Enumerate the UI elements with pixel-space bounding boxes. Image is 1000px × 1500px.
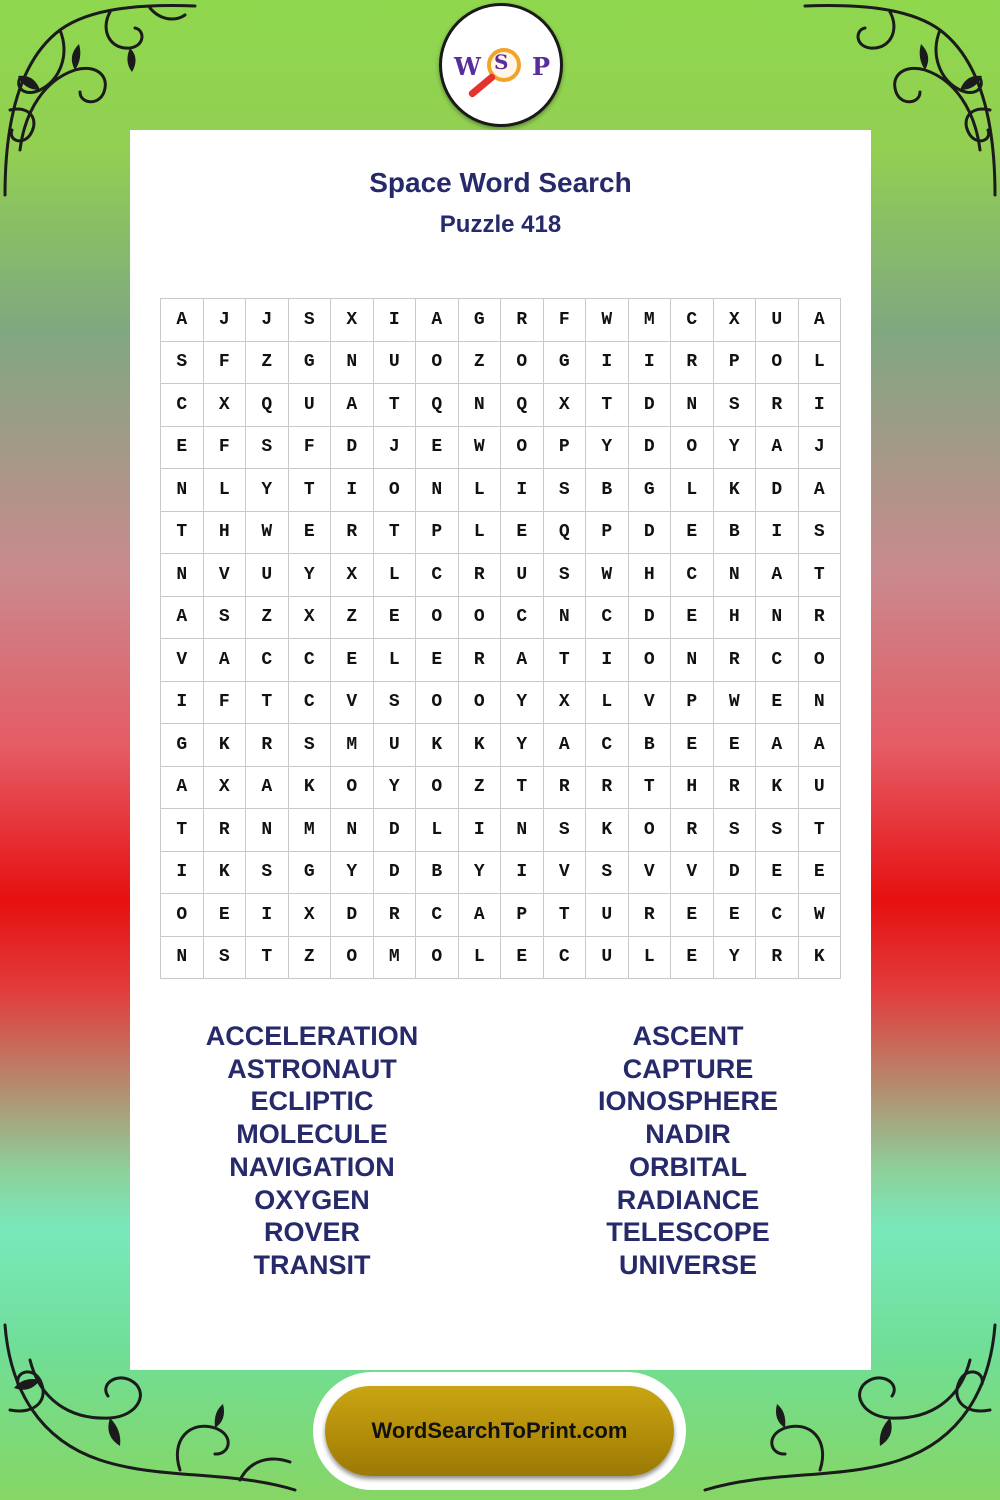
grid-cell[interactable]: V: [629, 852, 672, 895]
grid-cell[interactable]: S: [289, 299, 332, 342]
grid-cell[interactable]: T: [799, 809, 842, 852]
grid-cell[interactable]: U: [374, 342, 417, 385]
grid-cell[interactable]: M: [374, 937, 417, 980]
footer-banner: [313, 1372, 686, 1490]
grid-cell[interactable]: N: [671, 639, 714, 682]
grid-cell[interactable]: R: [756, 384, 799, 427]
grid-cell[interactable]: I: [501, 852, 544, 895]
grid-cell[interactable]: C: [586, 724, 629, 767]
grid-cell[interactable]: C: [756, 894, 799, 937]
letter-grid: [160, 298, 841, 979]
grid-cell[interactable]: G: [161, 724, 204, 767]
grid-cell[interactable]: T: [544, 639, 587, 682]
grid-cell[interactable]: X: [331, 299, 374, 342]
grid-cell[interactable]: W: [586, 299, 629, 342]
grid-cell[interactable]: C: [501, 597, 544, 640]
grid-cell[interactable]: E: [671, 724, 714, 767]
grid-cell[interactable]: E: [671, 937, 714, 980]
grid-cell[interactable]: S: [586, 852, 629, 895]
grid-cell[interactable]: X: [544, 384, 587, 427]
grid-cell[interactable]: Q: [501, 384, 544, 427]
grid-cell[interactable]: D: [714, 852, 757, 895]
word-item: ROVER: [263, 1217, 361, 1248]
grid-cell[interactable]: O: [629, 809, 672, 852]
grid-cell[interactable]: Y: [331, 852, 374, 895]
grid-cell[interactable]: V: [629, 682, 672, 725]
grid-cell[interactable]: B: [714, 512, 757, 555]
grid-cell[interactable]: E: [671, 597, 714, 640]
grid-cell[interactable]: Z: [331, 597, 374, 640]
grid-cell[interactable]: T: [544, 894, 587, 937]
grid-cell[interactable]: N: [459, 384, 502, 427]
grid-cell[interactable]: O: [161, 894, 204, 937]
grid-cell[interactable]: C: [289, 682, 332, 725]
grid-cell[interactable]: O: [416, 767, 459, 810]
grid-cell[interactable]: K: [289, 767, 332, 810]
grid-cell[interactable]: T: [629, 767, 672, 810]
grid-cell[interactable]: I: [586, 342, 629, 385]
grid-cell[interactable]: R: [544, 767, 587, 810]
grid-cell[interactable]: S: [246, 852, 289, 895]
grid-cell[interactable]: N: [544, 597, 587, 640]
grid-cell[interactable]: Z: [246, 597, 289, 640]
grid-cell[interactable]: Q: [544, 512, 587, 555]
grid-cell[interactable]: E: [714, 724, 757, 767]
grid-cell[interactable]: Y: [714, 427, 757, 470]
grid-cell[interactable]: T: [799, 554, 842, 597]
grid-cell[interactable]: K: [799, 937, 842, 980]
grid-cell[interactable]: W: [246, 512, 289, 555]
word-item: ACCELERATION: [205, 1021, 419, 1051]
grid-cell[interactable]: I: [374, 299, 417, 342]
grid-cell[interactable]: T: [501, 767, 544, 810]
grid-cell[interactable]: V: [161, 639, 204, 682]
grid-cell[interactable]: P: [416, 512, 459, 555]
grid-cell[interactable]: L: [459, 469, 502, 512]
grid-cell[interactable]: F: [204, 342, 247, 385]
grid-cell[interactable]: G: [289, 852, 332, 895]
grid-cell[interactable]: O: [416, 682, 459, 725]
grid-cell[interactable]: E: [756, 852, 799, 895]
grid-cell[interactable]: D: [331, 894, 374, 937]
grid-cell[interactable]: R: [671, 809, 714, 852]
grid-cell[interactable]: Y: [501, 682, 544, 725]
word-item: MOLECULE: [236, 1119, 388, 1150]
grid-cell[interactable]: N: [501, 809, 544, 852]
grid-cell[interactable]: S: [714, 809, 757, 852]
grid-cell[interactable]: P: [501, 894, 544, 937]
grid-cell[interactable]: A: [799, 469, 842, 512]
grid-cell[interactable]: X: [289, 894, 332, 937]
grid-cell[interactable]: O: [416, 597, 459, 640]
word-item: ASTRONAUT: [227, 1053, 397, 1084]
logo-letter-s: S: [494, 50, 509, 74]
grid-cell[interactable]: A: [331, 384, 374, 427]
grid-cell[interactable]: A: [756, 554, 799, 597]
grid-cell[interactable]: E: [714, 894, 757, 937]
grid-cell[interactable]: Y: [246, 469, 289, 512]
grid-cell[interactable]: Z: [246, 342, 289, 385]
grid-cell[interactable]: G: [544, 342, 587, 385]
grid-cell[interactable]: Z: [459, 342, 502, 385]
word-item: TRANSIT: [253, 1249, 371, 1280]
grid-cell[interactable]: H: [629, 554, 672, 597]
grid-cell[interactable]: N: [331, 809, 374, 852]
grid-cell[interactable]: Z: [289, 937, 332, 980]
grid-cell[interactable]: W: [459, 427, 502, 470]
grid-cell[interactable]: J: [246, 299, 289, 342]
grid-cell[interactable]: E: [416, 639, 459, 682]
grid-cell[interactable]: D: [374, 852, 417, 895]
grid-cell[interactable]: T: [246, 937, 289, 980]
grid-cell[interactable]: A: [799, 299, 842, 342]
word-item: IONOSPHERE: [597, 1086, 779, 1117]
word-item: ORBITAL: [629, 1151, 747, 1182]
grid-cell[interactable]: E: [161, 427, 204, 470]
grid-cell[interactable]: A: [161, 767, 204, 810]
grid-cell[interactable]: E: [204, 894, 247, 937]
grid-cell[interactable]: S: [161, 342, 204, 385]
page-title: Space Word Search: [369, 167, 632, 198]
grid-cell[interactable]: T: [161, 809, 204, 852]
grid-cell[interactable]: R: [629, 894, 672, 937]
grid-cell[interactable]: Y: [289, 554, 332, 597]
grid-cell[interactable]: Y: [586, 427, 629, 470]
grid-cell[interactable]: L: [459, 512, 502, 555]
grid-cell[interactable]: P: [586, 512, 629, 555]
grid-cell[interactable]: E: [799, 852, 842, 895]
grid-cell[interactable]: W: [714, 682, 757, 725]
grid-cell[interactable]: H: [204, 512, 247, 555]
grid-cell[interactable]: S: [756, 809, 799, 852]
grid-cell[interactable]: O: [416, 342, 459, 385]
grid-cell[interactable]: O: [459, 682, 502, 725]
grid-cell[interactable]: F: [289, 427, 332, 470]
grid-cell[interactable]: I: [756, 512, 799, 555]
grid-cell[interactable]: N: [756, 597, 799, 640]
word-item: ECLIPTIC: [250, 1086, 374, 1117]
grid-cell[interactable]: E: [501, 512, 544, 555]
grid-cell[interactable]: A: [756, 427, 799, 470]
grid-cell[interactable]: T: [374, 512, 417, 555]
grid-cell[interactable]: U: [586, 894, 629, 937]
grid-cell[interactable]: Y: [501, 724, 544, 767]
grid-cell[interactable]: I: [331, 469, 374, 512]
grid-cell[interactable]: R: [459, 554, 502, 597]
grid-cell[interactable]: A: [161, 299, 204, 342]
grid-cell[interactable]: O: [756, 342, 799, 385]
grid-cell[interactable]: K: [204, 852, 247, 895]
grid-cell[interactable]: D: [629, 512, 672, 555]
grid-cell[interactable]: A: [756, 724, 799, 767]
grid-cell[interactable]: I: [629, 342, 672, 385]
grid-cell[interactable]: N: [416, 469, 459, 512]
grid-cell[interactable]: I: [161, 682, 204, 725]
grid-cell[interactable]: C: [756, 639, 799, 682]
grid-cell[interactable]: O: [501, 427, 544, 470]
grid-cell[interactable]: A: [459, 894, 502, 937]
grid-cell[interactable]: Q: [416, 384, 459, 427]
grid-cell[interactable]: D: [756, 469, 799, 512]
grid-cell[interactable]: R: [204, 809, 247, 852]
grid-cell[interactable]: U: [501, 554, 544, 597]
grid-cell[interactable]: O: [331, 937, 374, 980]
grid-cell[interactable]: L: [671, 469, 714, 512]
grid-cell[interactable]: J: [799, 427, 842, 470]
grid-cell[interactable]: Y: [459, 852, 502, 895]
grid-cell[interactable]: D: [629, 384, 672, 427]
grid-cell[interactable]: E: [671, 894, 714, 937]
grid-cell[interactable]: R: [671, 342, 714, 385]
grid-cell[interactable]: O: [331, 767, 374, 810]
puzzle-sheet: [130, 130, 871, 1370]
grid-cell[interactable]: C: [289, 639, 332, 682]
grid-cell[interactable]: R: [246, 724, 289, 767]
grid-cell[interactable]: T: [246, 682, 289, 725]
grid-cell[interactable]: A: [501, 639, 544, 682]
grid-cell[interactable]: L: [629, 937, 672, 980]
site-link-button[interactable]: [325, 1386, 674, 1476]
grid-cell[interactable]: D: [331, 427, 374, 470]
grid-cell[interactable]: X: [204, 767, 247, 810]
grid-cell[interactable]: E: [501, 937, 544, 980]
grid-cell[interactable]: E: [374, 597, 417, 640]
grid-cell[interactable]: O: [501, 342, 544, 385]
word-item: ASCENT: [632, 1021, 744, 1051]
grid-cell[interactable]: O: [671, 427, 714, 470]
grid-cell[interactable]: C: [671, 299, 714, 342]
grid-cell[interactable]: P: [671, 682, 714, 725]
grid-cell[interactable]: I: [459, 809, 502, 852]
grid-cell[interactable]: E: [331, 639, 374, 682]
grid-cell[interactable]: W: [799, 894, 842, 937]
grid-cell[interactable]: R: [501, 299, 544, 342]
grid-cell[interactable]: R: [374, 894, 417, 937]
word-item: NADIR: [645, 1119, 731, 1150]
word-item: TELESCOPE: [606, 1217, 770, 1248]
grid-cell[interactable]: X: [289, 597, 332, 640]
grid-cell[interactable]: S: [714, 384, 757, 427]
grid-cell[interactable]: M: [289, 809, 332, 852]
grid-cell[interactable]: O: [416, 937, 459, 980]
grid-cell[interactable]: O: [799, 639, 842, 682]
grid-cell[interactable]: C: [416, 894, 459, 937]
grid-cell[interactable]: B: [586, 469, 629, 512]
logo-letter-w: W: [454, 52, 481, 81]
grid-cell[interactable]: K: [416, 724, 459, 767]
grid-cell[interactable]: X: [204, 384, 247, 427]
grid-cell[interactable]: N: [671, 384, 714, 427]
grid-cell[interactable]: U: [756, 299, 799, 342]
word-item: UNIVERSE: [618, 1249, 758, 1280]
grid-cell[interactable]: D: [629, 597, 672, 640]
grid-cell[interactable]: U: [586, 937, 629, 980]
grid-cell[interactable]: A: [799, 724, 842, 767]
grid-cell[interactable]: V: [544, 852, 587, 895]
grid-cell[interactable]: E: [671, 512, 714, 555]
logo-letter-p: P: [532, 52, 551, 81]
grid-cell[interactable]: E: [416, 427, 459, 470]
grid-cell[interactable]: C: [246, 639, 289, 682]
word-list-right: [538, 1020, 838, 1282]
grid-cell[interactable]: R: [714, 767, 757, 810]
grid-cell[interactable]: U: [246, 554, 289, 597]
grid-cell[interactable]: C: [586, 597, 629, 640]
grid-cell[interactable]: P: [714, 342, 757, 385]
grid-cell[interactable]: G: [289, 342, 332, 385]
grid-cell[interactable]: F: [204, 427, 247, 470]
grid-cell[interactable]: S: [289, 724, 332, 767]
grid-cell[interactable]: Y: [714, 937, 757, 980]
grid-cell[interactable]: G: [629, 469, 672, 512]
grid-cell[interactable]: R: [586, 767, 629, 810]
grid-cell[interactable]: S: [544, 469, 587, 512]
grid-cell[interactable]: M: [331, 724, 374, 767]
grid-cell[interactable]: L: [799, 342, 842, 385]
grid-cell[interactable]: A: [204, 639, 247, 682]
grid-cell[interactable]: Y: [374, 767, 417, 810]
grid-cell[interactable]: S: [544, 554, 587, 597]
grid-cell[interactable]: A: [246, 767, 289, 810]
grid-cell[interactable]: X: [544, 682, 587, 725]
grid-cell[interactable]: C: [161, 384, 204, 427]
site-url: WordSearchToPrint.com: [371, 1418, 628, 1443]
grid-cell[interactable]: Z: [459, 767, 502, 810]
grid-cell[interactable]: O: [374, 469, 417, 512]
word-item: RADIANCE: [616, 1184, 760, 1215]
grid-cell[interactable]: B: [629, 724, 672, 767]
grid-cell[interactable]: A: [416, 299, 459, 342]
grid-cell[interactable]: S: [204, 937, 247, 980]
grid-cell[interactable]: B: [416, 852, 459, 895]
grid-cell[interactable]: T: [161, 512, 204, 555]
word-item: OXYGEN: [254, 1184, 370, 1215]
grid-cell[interactable]: T: [586, 384, 629, 427]
word-item: CAPTURE: [622, 1053, 754, 1084]
grid-cell[interactable]: I: [501, 469, 544, 512]
grid-cell[interactable]: V: [331, 682, 374, 725]
grid-cell[interactable]: L: [204, 469, 247, 512]
grid-cell[interactable]: M: [629, 299, 672, 342]
grid-cell[interactable]: D: [374, 809, 417, 852]
grid-cell[interactable]: T: [289, 469, 332, 512]
grid-cell[interactable]: R: [331, 512, 374, 555]
grid-cell[interactable]: G: [459, 299, 502, 342]
grid-cell[interactable]: Q: [246, 384, 289, 427]
grid-cell[interactable]: W: [586, 554, 629, 597]
grid-cell[interactable]: C: [671, 554, 714, 597]
grid-cell[interactable]: S: [246, 427, 289, 470]
grid-cell[interactable]: X: [714, 299, 757, 342]
grid-cell[interactable]: A: [161, 597, 204, 640]
grid-cell[interactable]: T: [374, 384, 417, 427]
grid-cell[interactable]: C: [544, 937, 587, 980]
grid-cell[interactable]: S: [799, 512, 842, 555]
grid-cell[interactable]: N: [714, 554, 757, 597]
grid-cell[interactable]: R: [799, 597, 842, 640]
grid-cell[interactable]: I: [246, 894, 289, 937]
grid-cell[interactable]: K: [459, 724, 502, 767]
grid-cell[interactable]: I: [161, 852, 204, 895]
grid-cell[interactable]: U: [799, 767, 842, 810]
grid-cell[interactable]: A: [544, 724, 587, 767]
grid-cell[interactable]: R: [714, 639, 757, 682]
grid-cell[interactable]: E: [289, 512, 332, 555]
grid-cell[interactable]: K: [586, 809, 629, 852]
grid-cell[interactable]: L: [459, 937, 502, 980]
grid-cell[interactable]: N: [246, 809, 289, 852]
grid-cell[interactable]: R: [756, 937, 799, 980]
grid-cell[interactable]: E: [756, 682, 799, 725]
grid-cell[interactable]: N: [799, 682, 842, 725]
grid-cell[interactable]: I: [586, 639, 629, 682]
grid-cell[interactable]: K: [756, 767, 799, 810]
grid-cell[interactable]: X: [331, 554, 374, 597]
grid-cell[interactable]: O: [629, 639, 672, 682]
grid-cell[interactable]: P: [544, 427, 587, 470]
grid-cell[interactable]: K: [204, 724, 247, 767]
grid-cell[interactable]: N: [161, 554, 204, 597]
grid-cell[interactable]: L: [586, 682, 629, 725]
grid-cell[interactable]: S: [544, 809, 587, 852]
grid-cell[interactable]: N: [161, 469, 204, 512]
grid-cell[interactable]: N: [161, 937, 204, 980]
grid-cell[interactable]: I: [799, 384, 842, 427]
grid-cell[interactable]: O: [459, 597, 502, 640]
site-logo[interactable]: [439, 3, 563, 127]
grid-cell[interactable]: U: [374, 724, 417, 767]
puzzle-number: Puzzle 418: [439, 211, 562, 238]
grid-cell[interactable]: S: [204, 597, 247, 640]
grid-cell[interactable]: H: [714, 597, 757, 640]
grid-cell[interactable]: V: [671, 852, 714, 895]
word-list-left: [162, 1020, 462, 1282]
grid-cell[interactable]: L: [374, 639, 417, 682]
grid-cell[interactable]: N: [331, 342, 374, 385]
grid-cell[interactable]: H: [671, 767, 714, 810]
grid-cell[interactable]: S: [374, 682, 417, 725]
grid-cell[interactable]: J: [204, 299, 247, 342]
grid-cell[interactable]: F: [204, 682, 247, 725]
grid-cell[interactable]: V: [204, 554, 247, 597]
grid-cell[interactable]: D: [629, 427, 672, 470]
grid-cell[interactable]: L: [374, 554, 417, 597]
word-item: NAVIGATION: [229, 1151, 395, 1182]
grid-cell[interactable]: R: [459, 639, 502, 682]
grid-cell[interactable]: K: [714, 469, 757, 512]
grid-cell[interactable]: U: [289, 384, 332, 427]
grid-cell[interactable]: C: [416, 554, 459, 597]
grid-cell[interactable]: J: [374, 427, 417, 470]
grid-cell[interactable]: F: [544, 299, 587, 342]
grid-cell[interactable]: L: [416, 809, 459, 852]
